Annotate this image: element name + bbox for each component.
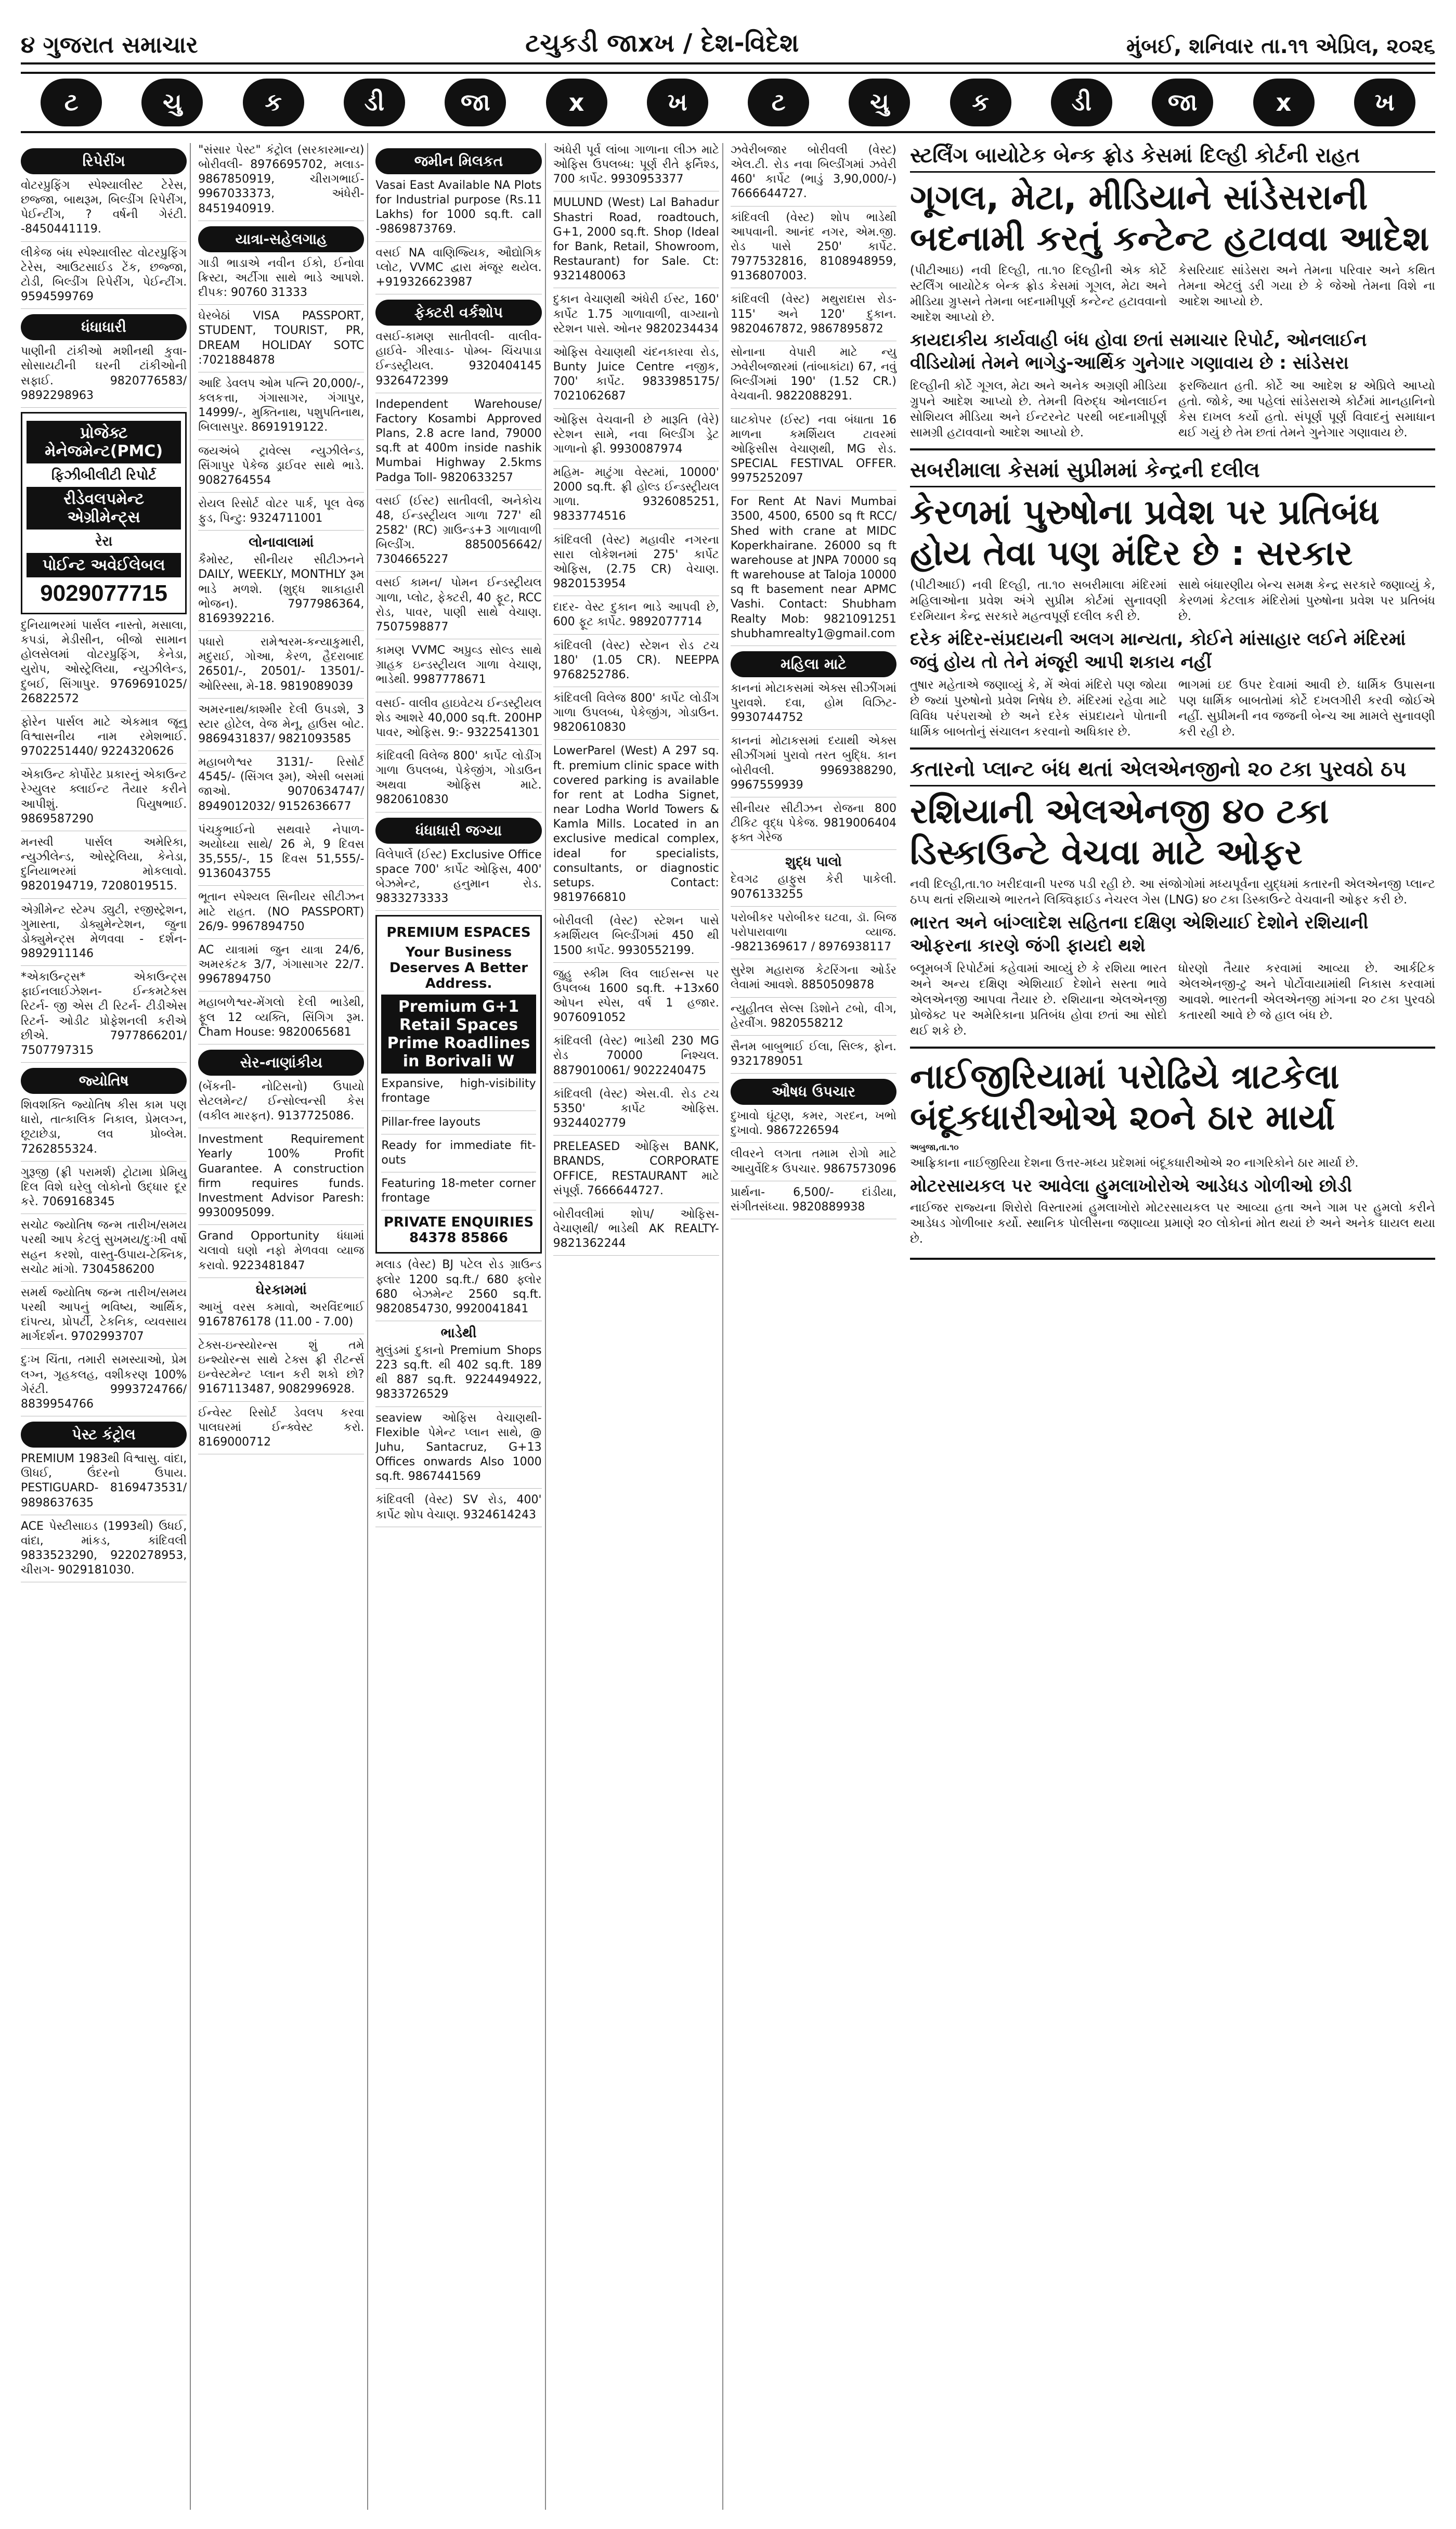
classified-ad: ટેક્સ-ઇન્સ્યોરન્સ શું તમે ઇન્શ્યોરન્સ સાથે ટેક્સ ફ્રી રીટર્ન્સ ઇન્વેસ્ટમેન્ટ પ્લાન કરી શકો છો? 9167113487, 9082996928.: [198, 1338, 364, 1402]
classified-ad: મલાડ (વેસ્ટ) BJ પટેલ રોડ ગ્રાઉન્ડ ફ્લોર 1200 sq.ft./ 680 ફ્લોર 680 બેઝમેન્ટ 2560 sq.ft. 9820854730, 9920041841: [375, 1258, 541, 1321]
classified-ad: કાંદિવલી (વેસ્ટ) મથુરાદાસ રોડ- 115' અને 120' દુકાન. 9820467872, 9867895872: [731, 292, 896, 341]
story-headline: નાઈજીરિયામાં પરોઢિયે ત્રાટકેલા બંદૂકધારીઓએ ૨૦ને ઠાર માર્યા: [910, 1056, 1340, 1138]
news-story-lng: [910, 757, 1435, 1049]
classified-ad: ઘાટકોપર (ઈસ્ટ) નવા બંધાતા 16 માળના કમર્શિયલ ટાવરમાં ઓફિસીસ વેચાણથી, MG રોડ. SPECIAL FESTIVAL OFFER. 9975252097: [731, 413, 896, 491]
classified-ad: LowerParel (West) A 297 sq. ft. premium clinic space with covered parking is available for rent at Lodha Signet, near Lodha World Towers & Kamla Mills. Located in an exclusive medical complex, ideal for specialists, consultants, or diagnostic setups. Contact: 9819766810: [553, 744, 719, 910]
banner-tile: x: [546, 79, 607, 126]
banner-tile: ડી: [344, 79, 405, 126]
classified-ad: ઓફિસ વેચાણથી ચંદનકારવા રોડ, Bunty Juice Centre નજીક, 700' કાર્પેટ. 9833985175/ 7021062687: [553, 345, 719, 409]
banner-tile: x: [1253, 79, 1315, 126]
classified-ad: કાંદિવલી વિલેજ 800' કાર્પેટ લોડીંગ ગાળા ઉપલબ્ધ, પેકેજીંગ, ગોડાઉન અથવા ઓફિસ માટે. 9820610830: [375, 749, 541, 812]
classified-column-1: [21, 143, 191, 2510]
classified-ad: વિલેપાર્લે (ઈસ્ટ) Exclusive Office space 700' કાર્પેટ ઓફિસ, 400' બેઝમેન્ટ, હનુમાન રોડ. 9833273333: [375, 848, 541, 911]
classified-ad: કાંદિવલી (વેસ્ટ) એસ.વી. રોડ ટચ 5350' કાર્પેટ ઓફિસ. 9324402779: [553, 1087, 719, 1136]
classified-ad: મનસ્વી પાર્સલ અમેરિકા, ન્યુઝીલેન્ડ, ઓસ્ટ્રેલિયા, કેનેડા, દુનિયાભરમાં મોકલાવો. 9820194719, 7208019515.: [21, 835, 187, 899]
classified-ad: સમર્થ જ્યોતિષ જન્મ તારીખ/સમય પરથી આપનું ભવિષ્ય, આર્થિક, દાંપત્ય, પ્રોપર્ટી, ટેકનિક, વ્યવસાય માર્ગદર્શન. 9702993707: [21, 1286, 187, 1349]
classified-ad: ઈન્વેસ્ટ રિસોર્ટ ડેવલપ કરવા પાલઘરમાં ઈન્ક્વેસ્ટ કરો. 8169000712: [198, 1406, 364, 1454]
section-header: યાત્રા-સહેલગાહ: [198, 226, 364, 252]
story-body: [910, 578, 1435, 625]
classified-ad: અમરનાથ/કાશ્મીર દેલી ઉપડશે, 3 સ્ટાર હોટેલ, વેજ મેનૂ, હાઉસ બોટ. 9869431837/ 9821093585: [198, 703, 364, 751]
story-paragraph: બ્લૂમબર્ગ રિપોર્ટમાં કહેવામાં આવ્યું છે કે રશિયા ભારત અને અન્ય દક્ષિણ એશિયાઈ દેશોને સસ્તા ભાવે એલએનજી આપવા તૈયાર છે. રશિયાના એલએનજી પ્રોજેક્ટ પર અમેરિકાના પ્રતિબંધ હોવા છતાં આ સોદો થઈ શકે છે.: [910, 962, 1167, 1038]
banner-tile: ચુ: [141, 79, 203, 126]
banner-tile: ટ: [748, 79, 809, 126]
story-subhead: ભારત અને બાંગ્લાદેશ સહિતના દક્ષિણ એશિયાઈ દેશોને રશિયાની ઓફરના કારણે જંગી ફાયદો થશે: [910, 912, 1369, 957]
banner-tile: ખ: [647, 79, 708, 126]
classified-ad: વસઈ- વાલીવ હાઇવેટચ ઈન્ડસ્ટ્રીયલ શેડ આશરે 40,000 sq.ft. 200HP પાવર, ઓફિસ. 9:- 9322541301: [375, 696, 541, 745]
classified-banner-strip: [21, 72, 1435, 133]
story-paragraph: નાઈજર રાજ્યના શિરોરો વિસ્તારમાં હુમલાખોરો મોટરસાયકલ પર આવ્યા હતા અને ગામ પર હુમલો કરીને આડેધડ ગોળીબાર કર્યો. સ્થાનિક પોલીસના જણાવ્યા પ્રમાણે ૨૦ લોકોનાં મોત થયાં છે અને અનેક ઘાયલ થયા છે.: [910, 1201, 1435, 1246]
classified-ad: કાનનાં મોટાકસમાં એક્સ સીઝીંગમાં પુરાવશે. દવા, હોમ વિઝિટ- 9930744752: [731, 681, 896, 730]
ad-line: રેરા: [95, 533, 113, 549]
classified-ad: એકાઉન્ટ કોર્પોરેટ પ્રકારનું એકાઉન્ટ રેગ્યુલર ક્લાઈન્ટ તૈયાર કરીને આપીશું. પિયુષભાઈ. 9869587290: [21, 768, 187, 831]
section-header: ઔષધ ઉપચાર: [731, 1079, 896, 1105]
classifieds: [21, 143, 900, 2510]
classified-ad: કાંદિવલી (વેસ્ટ) ભાડેથી 230 MG રોડ 70000 નિશ્ચલ. 8879010061/ 9022240475: [553, 1034, 719, 1082]
section-title: ટચુકડી જાxખ / દેશ-વિદેશ: [525, 29, 799, 58]
classified-ad: શિવશક્તિ જ્યોતિષ કીસ કામ પણ ધારો, તાત્કાલિક નિકાલ, પ્રેમલગ્ન, છૂટાછેડા, લવ પ્રોબ્લેમ. 7262855324.: [21, 1098, 187, 1162]
story-paragraph: નવી દિલ્હી,તા.૧૦ ખરીદવાની પરજ પડી રહી છે. આ સંજોગોમાં મધ્યપૂર્વના યુદ્ધમાં કતારની એલએનજી પ્લાન્ટ ઠપ્પ થતાં રશિયાએ ભારતને લિક્વિફાઈડ નેચરલ ગેસ (LNG) ૪૦ ટકા ડિસ્કાઉન્ટે વેચવાની ઓફર કરી છે.: [910, 878, 1435, 907]
classified-ad: Vasai East Available NA Plots for Industrial purpose (Rs.11 Lakhs) for 1000 sq.ft. call -9869873769.: [375, 178, 541, 242]
classified-ad: પધારો રામેશ્વરમ-કન્યાકુમારી, મદુરાઈ, ગોઆ, કેરળ, હૈદરાબાદ 26501/-, 20501/- 13501/- ઓરિસ્સા, મે-18. 9819089039: [198, 635, 364, 699]
classified-ad: *એકાઉન્ટ્સ* એકાઉન્ટ્સ ફાઈનલાઈઝેશન- ઈન્કમટેક્સ રિટર્ન- જી એસ ટી રિટર્ન- ટીડીએસ રિટર્ન- ઓડીટ પ્રોફેશનલી કરીએ છીએ. 7977866201/ 7507797315: [21, 970, 187, 1063]
ad-phone: 9029077715: [40, 580, 167, 606]
classified-ad: દુકાન વેચાણથી અંધેરી ઈસ્ટ, 160' કાર્પેટ 1.75 ગાળાવાળી, વાગ્યાનો સ્ટેશન પાસે. ઓનર 9820234434: [553, 292, 719, 341]
story-paragraph: આફ્રિકાના નાઈજીરિયા દેશના ઉત્તર-મધ્ય પ્રદેશમાં બંદૂકધારીઓએ ૨૦ નાગરિકોને ઠાર માર્યા છે.: [910, 1156, 1359, 1170]
banner-tile: જા: [445, 79, 506, 126]
banner-tile: ચુ: [849, 79, 910, 126]
classified-ad: Independent Warehouse/ Factory Kosambi Approved Plans, 2.8 acre land, 79000 sq.ft at 400m inside nashik Mumbai Highway 2.5kms Padga Toll- 9820633257: [375, 397, 541, 490]
section-header: જ્યોતિષ: [21, 1068, 187, 1094]
news-story-nigeria: [910, 1056, 1435, 1260]
classified-ad: ગાડી ભાડાએ નવીન ઈકો, ઈનોવા ક્રિસ્ટા, અર્ટીગા સાથે ભાડે આપશે. દીપક: 90760 31333: [198, 256, 364, 305]
classified-column-3: [375, 143, 545, 2510]
classified-ad: ભૂતાન સ્પેશ્યલ સિનીયર સીટીઝન માટે રાહત. (NO PASSPORT) 26/9- 9967894750: [198, 890, 364, 938]
ad-line: Your Business Deserves A Better Address.: [389, 945, 528, 992]
classified-ad: લીકેજ બંધ સ્પેશ્યાલીસ્ટ વોટરપ્રુફિંગ ટેરેસ, આઉટસાઈડ ટેંક, છજ્જા, ટોડી, બિલ્ડીંગ રિપેરીંગ, પેઈન્ટીંગ. 9594599769: [21, 246, 187, 309]
classified-ad: પ્રાર્થના- 6,500/- દાંડીયા, સંગીતસંધ્યા. 9820889938: [731, 1185, 896, 1219]
news-story-sabarimala: [910, 458, 1435, 750]
banner-tile: ડી: [1051, 79, 1112, 126]
classified-ad: સૈનમ બાબુભાઈ ઈલા, સિલ્ક, ફોન. 9321789051: [731, 1040, 896, 1074]
classified-ad: ઝવેરીબજાર બોરીવલી (વેસ્ટ) એલ.ટી. રોડ નવા બિલ્ડીંગમાં ઝવેરી 460' કાર્પેટ (ભાડું 3,90,000/-) 7666644727.: [731, 143, 896, 207]
classified-ad: વસઈ કામન/ પોમન ઈન્ડસ્ટ્રીયલ ગાળા, પ્લોટ, ફેક્ટરી, 40 ફૂટ, RCC રોડ, પાવર, પાણી સાથે વેચાણ. 7507598877: [375, 576, 541, 639]
premium-retail-display-ad: [375, 915, 541, 1254]
classified-ad: seaview ઓફિસ વેચાણથી- Flexible પેમેન્ટ પ્લાન સાથે, @ Juhu, Santacruz, G+13 Offices onwards Also 1000 sq.ft. 9867441569: [375, 1411, 541, 1489]
classified-ad: વસઈ NA વાણિજ્યિક, ઔદ્યોગિક પ્લોટ, VVMC દ્વારા મંજૂર થયેલ. +919326623987: [375, 246, 541, 294]
classified-ad: PREMIUM 1983થી વિશ્વાસુ. વાંદા, ઊધઈ, ઉંદરનો ઉપાય. PESTIGUARD- 8169473531/ 9898637635: [21, 1452, 187, 1515]
subsection-heading: શુદ્ધ પાલો: [785, 854, 842, 870]
story-paragraph: ધોરણો તૈયાર કરવામાં આવ્યા છે. આર્કટિક એલએનજી-ટુ અને પોર્ટોવાયામાંથી નિકાસ કરવામાં આવશે. ભારતની એલએનજી માંગના ૨૦ ટકા પુરવઠો કતારથી આવે છે જે હાલ બંધ છે.: [1178, 962, 1435, 1023]
banner-tile: ટ: [41, 79, 102, 126]
ad-line: ફિઝીબીલીટી રિપોર્ટ: [51, 467, 157, 483]
story-paragraph: તુષાર મહેતાએ જણાવ્યું કે, મેં એવાં મંદિરો પણ જોયા છે જ્યાં પુરુષોનો પ્રવેશ નિષેધ છે. મંદિરમાં રહેવા માટે વિવિધ પરંપરાઓ છે અને દરેક સંપ્રદાયને પોતાની ધાર્મિક બાબતોનું સંચાલન કરવાનો અધિકાર છે.: [910, 678, 1167, 739]
classified-ad: ફોરેન પાર્સલ માટે એકમાત્ર જૂનુ વિશ્વાસનીય નામ રમેશભાઈ. 9702251440/ 9224320626: [21, 715, 187, 764]
story-kicker: કતારનો પ્લાન્ટ બંધ થતાં એલએનજીનો ૨૦ ટકા પુરવઠો ઠપ: [910, 757, 1435, 786]
ad-line: Pillar-free layouts: [381, 1115, 536, 1134]
classified-ad: કાનનાં મોટાકસમાં દયાથી એક્સ સીઝીંગમાં પુરાવો તરત બુદ્ધિ. કાન બોરીવલી. 9969388290, 9967559939: [731, 734, 896, 797]
subsection-heading: ભાડેથી: [440, 1325, 477, 1341]
section-header: ધંધાધારી: [21, 314, 187, 340]
classified-ad: કાંદિવલી (વેસ્ટ) મહાવીર નગરના સારા લોકેશનમાં 275' કાર્પેટ ઓફિસ, (2.75 CR) વેચાણ. 9820153954: [553, 533, 719, 597]
classified-ad: ઘેરબેઠાં VISA PASSPORT, STUDENT, TOURIST, PR, DREAM HOLIDAY SOTC :7021884878: [198, 309, 364, 372]
ad-line: Expansive, high-visibility frontage: [381, 1077, 536, 1111]
story-kicker: સ્ટર્લિંગ બાયોટેક બેન્ક ફ્રોડ કેસમાં દિલ્હી કોર્ટની રાહત: [910, 143, 1435, 173]
classified-ad: બોરીવલી (વેસ્ટ) સ્ટેશન પાસે કમર્શિયલ બિલ્ડીંગમાં 450 થી 1500 કાર્પેટ. 9930552199.: [553, 914, 719, 962]
classified-ad: રોયલ રિસોર્ટ વોટર પાર્ક, પૂલ વેજ ફુડ, પિન્ટુ: 9324711001: [198, 497, 364, 531]
story-headline: ગૂગલ, મેટા, મીડિયાને સાંડેસરાની બદનામી કરતું કન્ટેન્ટ હટાવવા આદેશ: [910, 177, 1429, 259]
classified-ad: દાદર- વેસ્ટ દુકાન ભાડે આપવી છે, 600 ફૂટ કાર્પેટ. 9892077714: [553, 600, 719, 634]
classified-ad: સચોટ જ્યોતિષ જન્મ તારીખ/સમય પરથી આપ કેટલું સુખમય/દુઃખી વર્ષો સહન કરશો, વાસ્તુ-ઉપાય-ટેક્નિક, સચોટ માંગો. 7304586200: [21, 1218, 187, 1282]
subsection-heading: લોનાવાલામાં: [249, 535, 314, 551]
classified-ad: (બેંકની- નોટિસનો) ઉપાયો સેટલમેન્ટ/ ઈન્સોલ્વન્સી કેસ (વકીલ મારફત). 9137725086.: [198, 1080, 364, 1128]
classified-ad: જયઅંબે ટ્રાવેલ્સ ન્યુઝીલેન્ડ, સિંગાપુર પેકેજ ડ્રાઈવર સાથે ભાડે. 9082764554: [198, 444, 364, 493]
news-area: [910, 143, 1435, 2510]
classified-ad: AC યાત્રામાં જુન યાત્રા 24/6, અમરકંટક 3/7, ગંગાસાગર 22/7. 9967894750: [198, 943, 364, 991]
classified-ad: ઓફિસ વેચવાની છે મારૂતિ (વેરે) સ્ટેશન સામે, નવા બિલ્ડીંગ ડ્રેટ ગાળાનો ફ્રી. 9930087974: [553, 413, 719, 461]
section-header: સેર-નાણાંકીય: [198, 1050, 364, 1076]
classified-ad: Grand Opportunity ધંધામાં ચલાવો ઘણો નફો મેળવવા વ્યાજ કરાવો. 9223481847: [198, 1229, 364, 1278]
classified-ad: પંચકુભાઈનો સથવારે નેપાળ-અયોધ્યા સાથે/ 26 મે, 9 દિવસ 35,555/-, 15 દિવસ 51,555/- 9136043755: [198, 823, 364, 886]
pmc-display-ad: [21, 412, 187, 614]
classified-ad: કાંદિવલી (વેસ્ટ) શોપ ભાડેથી આપવાની. આનંદ નગર, એમ.જી. રોડ પાસે 250' કાર્પેટ. 7977532816, 8108948959, 9136807003.: [731, 211, 896, 289]
story-body: [910, 263, 1435, 326]
story-dateline: અબુજા,તા.૧૦: [910, 1142, 959, 1153]
dateline: મુંબઈ, શનિવાર તા.૧૧ એપ્રિલ, ૨૦૨૬: [1126, 34, 1435, 58]
story-paragraph: ફરજિયાત હતી. કોર્ટે આ આદેશ ૪ એપ્રિલે આપ્યો હતો. જોકે, આ પહેલાં સાંડેસરાએ કોર્ટમાં માનહાનિનો કેસ દાખલ કર્યો હતો. સંપૂર્ણ પૂર્ણ વિવાદનું સમાધાન થઈ ગયું છે તેમ છતાં તેમને ગુનેગાર ગણાવાય છે.: [1178, 379, 1435, 440]
banner-tile: ખ: [1354, 79, 1415, 126]
classified-ad: કામણ VVMC અપ્રુવ્ડ સોલ્ડ સાથે ગ્રાહક ઇન્ડસ્ટ્રીયલ ગાળા વેચાણ, ભાડેથી. 9987778671: [375, 643, 541, 692]
section-header: મહિલા માટે: [731, 651, 896, 677]
ad-line: પોઈન્ટ અવેઈલેબલ: [27, 553, 181, 577]
classified-ad: For Rent At Navi Mumbai 3500, 4500, 6500 sq ft RCC/ Shed with crane at MIDC Koperkhairane. 26000 sq ft warehouse at JNPA 70000 sq ft warehouse at Taloja 10000 sq ft basement near APMC Vashi. Contact: Shubham Realty Mob: 9821091251 shubhamrealty1@gmail.com: [731, 495, 896, 646]
ad-line: PREMIUM ESPACES: [386, 925, 531, 941]
section-header: ધંધાધારી જગ્યા: [375, 818, 541, 844]
classified-ad: પરોબીકર પરોબીકર ઘટવા, ડૉ. બિજ પરોપારાવાળા વ્યાજ. -9821369617 / 8976938117: [731, 911, 896, 959]
classified-ad: આદિ ડેવલપ ઓમ પત્નિ 20,000/-, કલકત્તા, ગંગાસાગર, ગંગાપુર, 14999/-, મુક્તિનાથ, પશુપતિનાથ, બિલાસપુર. 8691919122.: [198, 377, 364, 440]
story-paragraph: (પીટીઆઈ) નવી દિલ્હી, તા.૧૦ સબરીમાલા મંદિરમાં મહિલાઓના પ્રવેશ અંગે સુપ્રીમ કોર્ટમાં સુનાવણી દરમિયાન કેન્દ્ર સરકારે મહત્વપૂર્ણ દલીલ કરી છે.: [910, 578, 1167, 624]
classified-ad: ગુરૂજી (ફ્રી પરામર્શ) ટ્રોટામા પ્રેમિયુ દિલ વિશે ઘરેલુ લોકોનો ઉદ્ધાર દૂર કરે. 7069168345: [21, 1166, 187, 1214]
story-subhead: દરેક મંદિર-સંપ્રદાયની અલગ માન્યતા, કોઈને માંસાહાર લઈને મંદિરમાં જવું હોય તો તેને મંજૂરી આપી શકાય નહીં: [910, 628, 1406, 673]
ad-line: PRIVATE ENQUIRIES 84378 85866: [383, 1215, 534, 1246]
classified-ad: અંધેરી પૂર્વ લાંબા ગાળાના લીઝ માટે ઓફિસ ઉપલબ્ધ: પૂર્ણ રીતે ફર્નિશ્ડ, 700 કાર્પેટ. 9930953377: [553, 143, 719, 191]
story-body: [910, 678, 1435, 740]
classified-ad: કાંદિવલી (વેસ્ટ) SV રોડ, 400' કાર્પેટ શોપ વેચાણ. 9324614243: [375, 1493, 541, 1527]
classified-ad: દુખાવો ઘૂંટણ, કમર, ગરદન, ખભો દુખાવો. 9867226594: [731, 1109, 896, 1143]
page-title: ૪ ગુજરાત સમાચાર: [21, 32, 198, 58]
classified-ad: સુરેશ મહારાજ કેટરિંગના ઓર્ડર લેવામાં આવશે. 8850509878: [731, 963, 896, 997]
classified-column-5: [731, 143, 900, 2510]
story-body: [910, 379, 1435, 441]
classified-ad: મહાબળેશ્વર 3131/- રિસોર્ટ 4545/- (સિંગલ રૂમ), એસી બસમાં જાઓ. 9070634747/ 8949012032/ 9152636677: [198, 755, 364, 819]
classified-ad: મહાબળેશ્વર-મેંગલો દેલી ભાડેથી, ફૂલ 12 વ્યક્તિ, સિંગિગ રૂમ. Cham House: 9820065681: [198, 996, 364, 1044]
story-paragraph: કેસરિયાદ સાંડેસરા અને તેમના પરિવાર અને કથિત તેમના એટલું ડરી ગયા છે કે જેઓ તેમના વિશે ના આદેશ આપ્યો છે.: [1178, 264, 1435, 309]
classified-ad: Investment Requirement Yearly 100% Profit Guarantee. A construction firm requires funds. Investment Advisor Paresh: 9930095099.: [198, 1132, 364, 1225]
story-headline: રશિયાની એલએનજી ૪૦ ટકા ડિસ્કાઉન્ટે વેચવા માટે ઓફર: [910, 791, 1329, 873]
banner-tile: ક: [950, 79, 1011, 126]
ad-line: Premium G+1 Retail Spaces Prime Roadlines in Borivali W: [381, 995, 536, 1074]
banner-tile: જા: [1152, 79, 1213, 126]
classified-ad: MULUND (West) Lal Bahadur Shastri Road, roadtouch, G+1, 2000 sq.ft. Shop (Ideal for Bank, Retail, Showroom, Restaurant) for Sale. Ct: 9321480063: [553, 196, 719, 288]
story-paragraph: દિલ્હીની કોર્ટે ગૂગલ, મેટા અને અનેક અગ્રણી મીડિયા ગ્રુપને આદેશ આપ્યો છે. તેમની વિરુદ્ધ ઓનલાઈન સોશિયલ મીડિયા અને ઈન્ટરનેટ પરથી બદનામીપૂર્ણ સામગ્રી હટાવવાનો આદેશ આપ્યો છે.: [910, 379, 1167, 440]
classified-ad: જુહુ સ્કીમ લિવ લાઈસન્સ પર ઉપલબ્ધ 1600 sq.ft. +13x60 ઓપન સ્પેસ, વર્ષ 1 હજાર. 9076091052: [553, 967, 719, 1030]
classified-ad: ન્યુહીતલ સેલ્સ ડિશોને ટબો, વીગ, હેરવીંગ. 9820558212: [731, 1002, 896, 1036]
classified-ad: વોટરપ્રુફિંગ સ્પેશ્યાલીસ્ટ ટેરેસ, છજ્જા, બાથરૂમ, બિલ્ડીંગ રિપેરીંગ, પેઈન્ટીંગ, ? વર્ષની ગેરંટી. -8450441119.: [21, 178, 187, 242]
classified-ad: PRELEASED ઓફિસ BANK, BRANDS, CORPORATE OFFICE, RESTAURANT માટે સંપૂર્ણ. 7666644727.: [553, 1140, 719, 1203]
banner-tile: ક: [243, 79, 304, 126]
ad-line: Featuring 18-meter corner frontage: [381, 1177, 536, 1210]
classified-ad: બોરીવલીમાં શોપ/ ઓફિસ- વેચાણથી/ ભાડેથી AK REALTY- 9821362244: [553, 1207, 719, 1256]
section-header: પેસ્ટ કંટ્રોલ: [21, 1422, 187, 1448]
ad-line: રીડેવલપમેન્ટ એગ્રીમેન્ટ્સ: [27, 487, 181, 530]
story-paragraph: (પીટીઆઇ) નવી દિલ્હી, તા.૧૦ દિલ્હીની એક કોર્ટે સ્ટર્લિંગ બાયોટેક બેન્ક ફ્રોડ કેસમાં ગૂગલ, મેટા અને મીડિયા ગ્રુપ્સને તેમના બદનામીપૂર્ણ કન્ટેન્ટ હટાવવાનો આદેશ આપ્યો છે.: [910, 264, 1167, 325]
classified-ad: કાંદિવલી વિલેજ 800' કાર્પેટ લોડીંગ ગાળા ઉપલબ્ધ, પેકેજીંગ, ગોડાઉન. 9820610830: [553, 691, 719, 740]
ad-line: પ્રોજેક્ટ મેનેજમેન્ટ(PMC): [27, 421, 181, 463]
classified-ad: કૈમોસ્ટ, સીનીયર સીટીઝનને DAILY, WEEKLY, MONTHLY રૂમ ભાડે મળશે. (શુદ્ધ શાકાહારી ભોજન). 7977986364, 8169392216.: [198, 553, 364, 631]
classified-column-4: [553, 143, 723, 2510]
story-kicker: સબરીમાલા કેસમાં સુપ્રીમમાં કેન્દ્રની દલીલ: [910, 458, 1435, 487]
story-paragraph: ભાગમાં ઇદ ઉપર દેવામાં આવી છે. ધાર્મિક ઉપાસના પણ ધાર્મિક બાબતોમાં કોર્ટે દખલગીરી કરવી જોઈએ નહીં. સુપ્રીમની નવ જજની બેન્ચ આ મામલે સુનાવણી કરી રહી છે.: [1178, 678, 1435, 739]
classified-ad: દુઃખ ચિંતા, તમારી સમસ્યાઓ, પ્રેમ લગ્ન, ગૃહકલહ, વશીકરણ 100% ગેરંટી. 9993724766/ 8839954766: [21, 1353, 187, 1416]
story-paragraph: સાથે બંધારણીય બેન્ચ સમક્ષ કેન્દ્ર સરકારે જણાવ્યું કે, કેરળમાં કેટલાક મંદિરોમાં પુરુષોના પ્રવેશ પર પ્રતિબંધ છે.: [1178, 578, 1435, 624]
classified-ad: મુલુંડમાં દુકાનો Premium Shops 223 sq.ft. થી 402 sq.ft. 189 થી 887 sq.ft. 9224494922, 9833726529: [375, 1344, 541, 1407]
classified-ad: સીનીયર સીટીઝન રોજના 800 ટીકિટ વૃદ્ધ પેકેજ. 9819006404 ફક્ત ગેરેજ: [731, 802, 896, 850]
classified-ad: એગ્રીમેન્ટ સ્ટેમ્પ ડ્યુટી, રજીસ્ટ્રેશન, ગુમાસ્તા, ડોક્યુમેન્ટેશન, જુના ડોક્યુમેન્ટ્સ મેળવવા - દર્શન- 9892911146: [21, 903, 187, 966]
classified-ad: ACE પેસ્ટીસાઇડ (1993થી) ઉધઈ, વાંદા, માંકડ, કાંદિવલી 9833523290, 9220278953, ચીરાગ- 9029181030.: [21, 1519, 187, 1583]
classified-ad: વસઈ-કામણ સાતીવલી- વાલીવ- હાઈવે- ગીરવાડ- પોમ્બ- ચિંચપાડા ઈન્ડસ્ટ્રીયલ. 9320404145 9326472399: [375, 330, 541, 393]
classified-ad: મહિમ- માટુંગા વેસ્ટમાં, 10000' 2000 sq.ft. ફ્રી હોલ્ડ ઈન્ડસ્ટ્રીયલ ગાળા. 9326085251, 9833774516: [553, 466, 719, 529]
classified-ad: વસઈ (ઈસ્ટ) સાતીવલી, અનેકોચ 48, ઈન્ડસ્ટ્રીયલ ગાળા 727' થી 2582' (RC) ગ્રાઉન્ડ+3 ગાળાવાળી બિલ્ડીંગ. 8850056642/ 7304665227: [375, 494, 541, 572]
classified-ad: આખું વરસ કમાવો, અરવિંદભાઈ 9167876178 (11.00 - 7.00): [198, 1300, 364, 1334]
classified-ad: સોનાના વેપારી માટે ન્યુ ઝવેરીબજારમાં (તાંબાકાંટા) 67, નવું બિલ્ડીંગમાં 190' (1.52 CR.) વેચવાની. 9822088291.: [731, 345, 896, 409]
classified-ad: દેવગઢ હાફુસ કેરી પાકેલી. 9076133255: [731, 872, 896, 906]
classified-column-2: [198, 143, 368, 2510]
subsection-heading: ઘેરકામમાં: [255, 1282, 307, 1298]
ad-line: Ready for immediate fit-outs: [381, 1139, 536, 1172]
story-subhead: કાયદાકીય કાર્યવાહી બંધ હોવા છતાં સમાચાર રિપોર્ટ, ઓનલાઈન વીડિયોમાં તેમને ભાગેડુ-આર્થિક ગુનેગાર ગણાવાય છે : સાંડેસરા: [910, 329, 1367, 374]
classified-ad: લીવરને લગતા તમામ રોગો માટે આયુર્વેદિક ઉપચાર. 9867573096: [731, 1147, 896, 1181]
story-headline: કેરળમાં પુરુષોના પ્રવેશ પર પ્રતિબંધ હોય તેવા પણ મંદિર છે : સરકાર: [910, 492, 1380, 574]
classified-ad: કાંદિવલી (વેસ્ટ) સ્ટેશન રોડ ટચ 180' (1.05 CR). NEEPPA 9768252786.: [553, 639, 719, 687]
news-story-sandesara: [910, 143, 1435, 450]
newspaper-page: [21, 16, 1435, 2512]
section-header: જમીન મિલકત: [375, 148, 541, 174]
story-body: [910, 961, 1435, 1039]
story-subhead: મોટરસાયકલ પર આવેલા હુમલાખોરોએ આડેધડ ગોળીઓ છોડી: [910, 1176, 1352, 1197]
masthead: [21, 16, 1435, 64]
classified-ad: દુનિયાભરમાં પાર્સલ નાસ્તો, મસાલા, કપડાં, મેડીસીન, બીજો સામાન હોલસેલમાં વોટરપ્રુફિંગ, કેનેડા, યુરોપ, ઓસ્ટ્રેલિયા, ન્યુઝીલેન્ડ, દુબઈ, સિંગાપુર. 9769691025/ 26822572: [21, 618, 187, 711]
classified-ad: "સંસાર પેસ્ટ" કંટ્રોલ (સરકારમાન્ય) બોરીવલી- 8976695702, મલાડ- 9867850919, ચીરાગભાઈ- 9967033373, અંધેરી- 8451940919.: [198, 143, 364, 221]
classified-ad: પાણીની ટાંકીઓ મશીનથી કુવા-સોસાયટીની ઘરની ટાંકીઓની સફાઈ. 9820776583/ 9892298963: [21, 344, 187, 408]
section-header: રિપેરીંગ: [21, 148, 187, 174]
section-header: ફેક્ટરી વર્કશોપ: [375, 300, 541, 326]
